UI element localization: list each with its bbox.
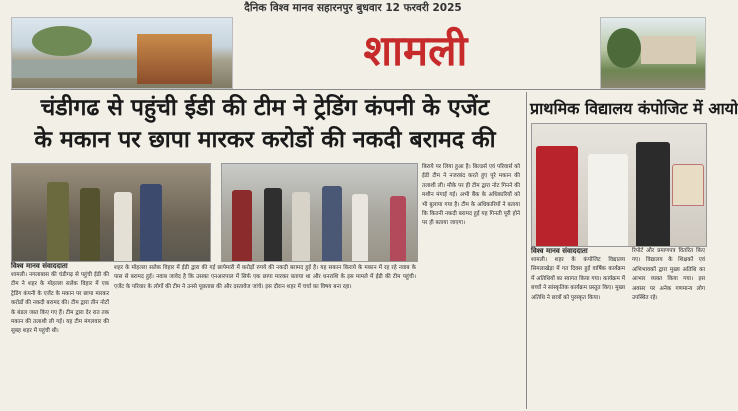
banner-photo-left (11, 17, 233, 89)
header-divider (11, 89, 705, 90)
banner-photo-right (600, 17, 706, 89)
headline-line-2: के मकान पर छापा मारकर करोडों की नकदी बरामद की (34, 127, 496, 153)
section-title: शामली (363, 26, 468, 75)
article-column-3: बिराये पर लिया हुआ है। बिल्डर्स एवं परिवार्स को ईडी टीम ने नजरबंद करते हुए पूरे मकान की तलाशी ली। मौके पर ही टीम द्वारा नोट गिनने की मशीन मंगाई गई। अभी बैंक के अधिकारियों को भी बुलाया गया है। टीम के अधिकारियों ने बताया कि कितनी नकदी बरामद हुई यह गिनती पूरी होने पर ही बताया जाएगा। (422, 164, 520, 227)
article-column-5: रिपोर्ट और प्रमाणपत्र वितरित किए गए। विद्यालय के शिक्षकों एवं अभिभावकों द्वारा मुख्य अतिथि का आभार व्यक्त किया गया। इस अवसर पर अनेक गणमान्य लोग उपस्थित रहे। (632, 248, 705, 302)
raid-photo-left (11, 163, 211, 262)
headline-line-1: चंडीगढ से पहुंची ईडी की टीम ने ट्रेडिंग कंपनी के एजेंट (40, 95, 490, 121)
raid-caption: विश्व मानव संवाददाता (11, 262, 68, 270)
raid-photo-right (221, 163, 418, 262)
school-event-photo (531, 123, 707, 247)
article-column-2: शहर के मोहल्ला सलेक विहार में ईडी द्वारा की गई छापेमारी में करोड़ों रुपये की नकदी बरामद हुई है। यह सकान किराये के मकान में रह रहे नवाब के पास से बरामद हुई। नवाब जावेद है कि उसका एनआरपाल में सिर्फ एक छापा मारकर बताया था और धनराशि के इस मामले में ईडी की टीम पहुंची। एजेंट के परिवार के लोगों की टीम ने उनसे पूछताछ की और दस्तावेज जांचे। इस दौरान शहर में चर्चा का विषय बना रहा। (114, 265, 416, 290)
newspaper-masthead: दैनिक विश्व मानव सहारनपुर बुधवार 12 फरवरी 2025 (244, 2, 462, 14)
article-column-1: शामली। नगलाबास की चंडीगढ़ से पहुंची ईडी की टीम ने शहर के मोहल्ला सलेक विहार में एक ट्रेडिंग कंपनी के एजेंट के मकान पर छापा मारकर करोडों की नकदी बरामद की। टीम द्वारा तीन नोटों के बंडल जब्त किए गए हैं। टीम द्वारा देर रात तक मकान की तलाशी ली गई। यह टीम मंगलवार की सुबह शहर में पहुंची थी। (11, 272, 109, 335)
article-column-4: शामली। शहर के कंपोजिट विद्यालय सिमलाखेड़ा में गत दिवस हुई वार्षिक कार्यक्रम में अतिथियों का स्वागत किया गया। कार्यक्रम में बच्चों ने सांस्कृतिक कार्यक्रम प्रस्तुत किए। मुख्य अतिथि ने छात्रों को पुरस्कृत किया। (531, 257, 625, 301)
side-headline: प्राथमिक विद्यालय कंपोजिट में आयो (530, 99, 738, 118)
school-caption: विश्व मानव संवाददाता (531, 247, 588, 255)
column-divider (526, 92, 527, 409)
main-headline (11, 92, 519, 156)
